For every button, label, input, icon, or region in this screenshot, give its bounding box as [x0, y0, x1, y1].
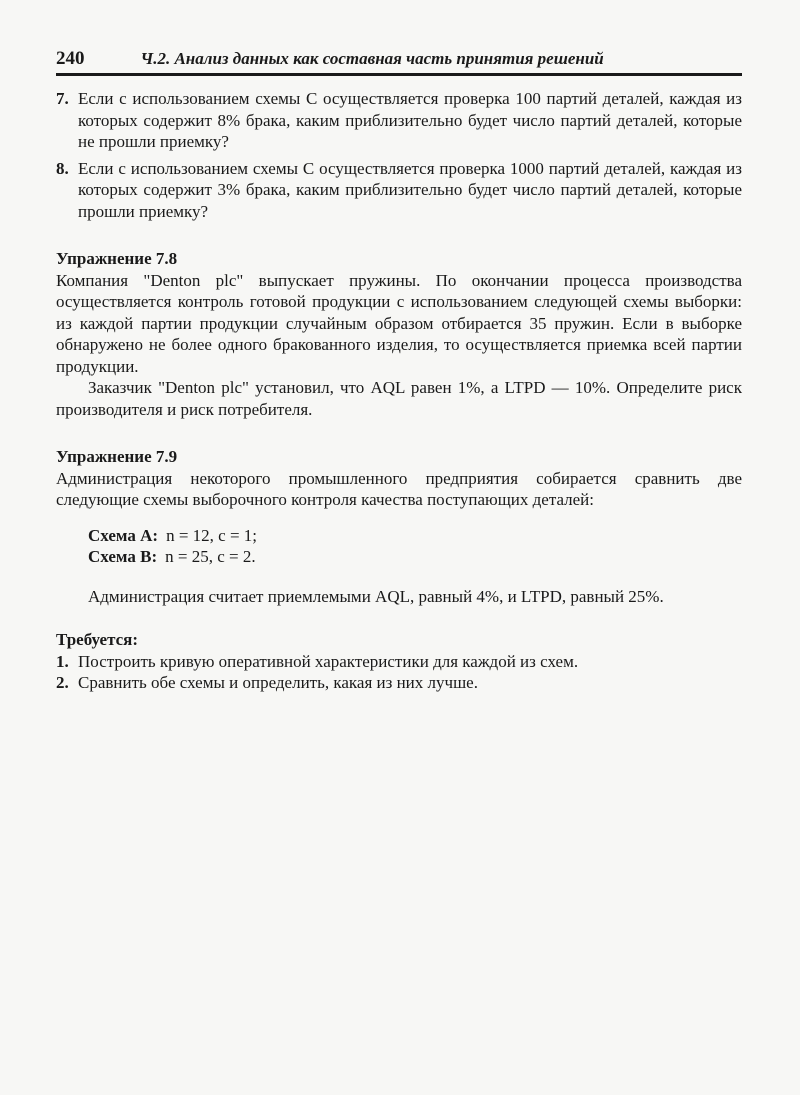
list-item	[56, 158, 742, 223]
item-text: Сравнить обе схемы и определить, какая из них лучше.	[78, 673, 478, 692]
page-number: 240	[56, 48, 85, 69]
page-content	[56, 88, 742, 694]
item-number: 1.	[56, 651, 69, 671]
question-list	[56, 88, 742, 222]
schema-b-label: Схема B:	[88, 547, 158, 566]
exercise-7-9-title: Упражнение 7.9	[56, 447, 178, 466]
exercise-7-9-paragraph-1: Администрация некоторого промышленного предприятия собирается сравнить две следующие схемы выборочного контроля качества поступающих деталей:	[56, 468, 742, 509]
item-text: Если с использованием схемы С осуществляется проверка 100 партий деталей, каждая из которых содержит 8% брака, каким приблизительно будет число партий деталей, которые не прошли приемку?	[78, 89, 742, 151]
exercise-7-9-paragraph-2: Администрация считает приемлемыми AQL, равный 4%, и LTPD, равный 25%.	[88, 586, 664, 606]
schema-a	[88, 525, 742, 547]
requirements-title: Требуется:	[56, 630, 139, 649]
list-item	[56, 672, 742, 694]
item-text: Построить кривую оперативной характеристики для каждой из схем.	[78, 651, 579, 671]
item-number: 8.	[56, 158, 69, 178]
item-text: Если с использованием схемы С осуществляется проверка 1000 партий деталей, каждая из которых содержит 3% брака, каким приблизительно будет число партий деталей, которые прошли приемку?	[78, 158, 742, 221]
list-item	[56, 88, 742, 153]
page-header	[56, 48, 742, 76]
schema-a-label: Схема А:	[88, 525, 159, 545]
exercise-7-8-title: Упражнение 7.8	[56, 249, 178, 268]
item-number: 2.	[56, 673, 69, 692]
exercise-7-8-paragraph-2: Заказчик "Denton plc" установил, что AQL равен 1%, а LTPD — 10%. Определите риск производителя и риск потребителя.	[56, 378, 742, 419]
page	[56, 48, 742, 694]
list-item	[56, 651, 742, 673]
schema-list	[56, 525, 742, 568]
schema-a-value: n = 12, c = 1;	[166, 525, 258, 545]
item-number: 7.	[56, 89, 69, 108]
schema-b-value: n = 25, c = 2.	[165, 547, 256, 566]
schema-b	[88, 546, 742, 568]
requirements-list	[56, 651, 742, 694]
running-title: Ч.2. Анализ данных как составная часть принятия решений	[140, 49, 604, 68]
exercise-7-8-paragraph-1: Компания "Denton plc" выпускает пружины. По окончании процесса производства осуществляется контроль готовой продукции с использованием следующей схемы выборки: из каждой партии продукции случайным образом отбирается 35 пружин. Если в выборке обнаружено не более одного бракованного изделия, то осуществляется приемка всей партии продукции.	[56, 270, 742, 376]
